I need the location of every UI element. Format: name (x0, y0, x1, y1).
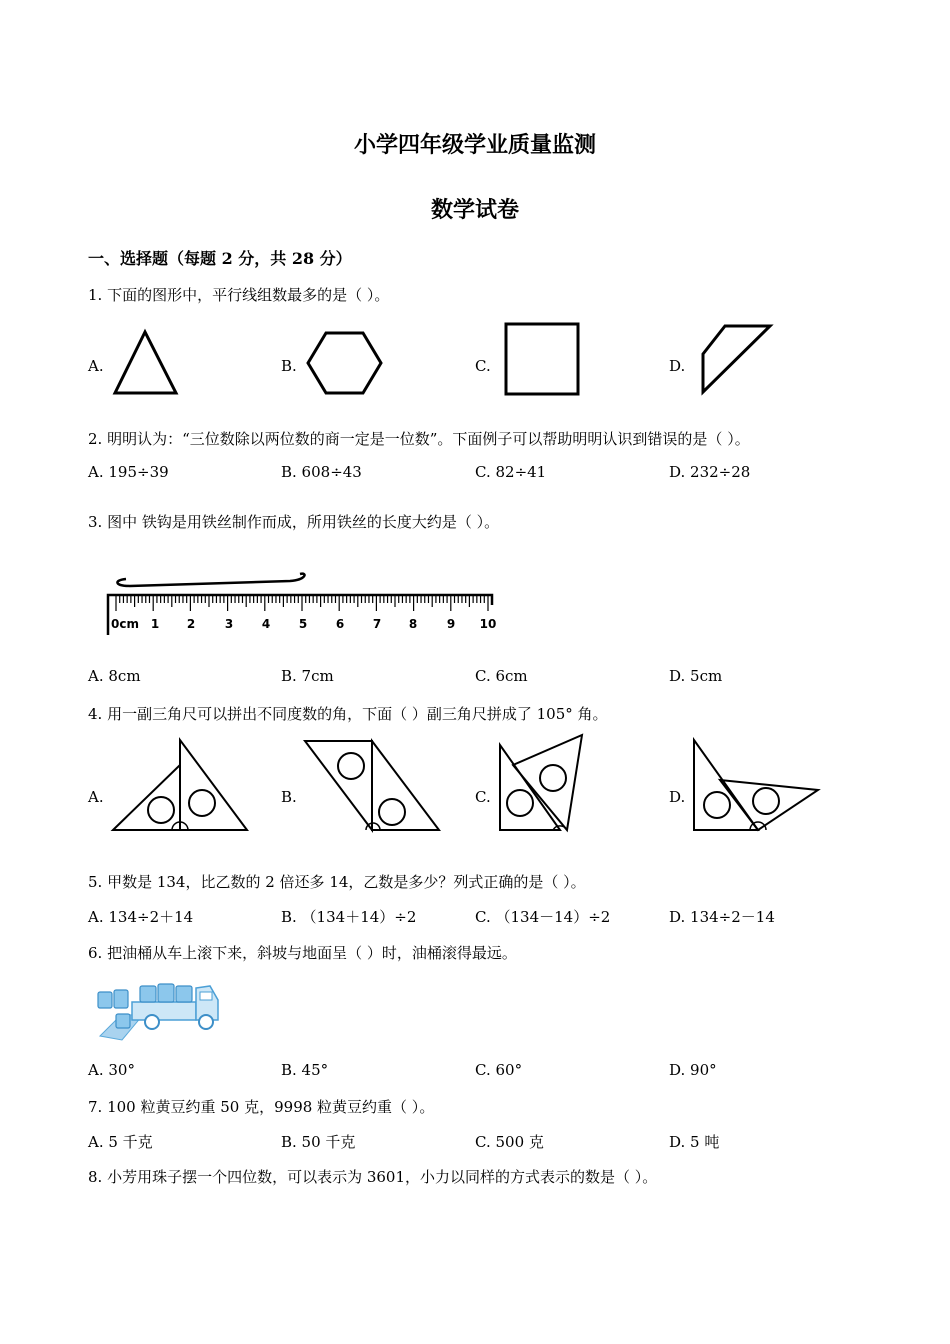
q3-option-c[interactable]: C. 6cm (475, 667, 528, 685)
q7-option-b[interactable]: B. 50 千克 (281, 1133, 356, 1151)
q6-option-c[interactable]: C. 60° (475, 1061, 523, 1079)
page-title: 小学四年级学业质量监测 (353, 132, 596, 158)
question-2: 2. 明明认为：“三位数除以两位数的商一定是一位数”。下面例子可以帮助明明认识到错误的是（ ）。 (88, 430, 750, 448)
trapezoid-figure (695, 320, 777, 398)
q7-option-a[interactable]: A. 5 千克 (88, 1133, 153, 1151)
ruler-label-8: 8 (408, 617, 418, 631)
question-5: 5. 甲数是 134，比乙数的 2 倍还多 14，乙数是多少？列式正确的是（ ）。 (88, 873, 586, 891)
q1-option-b[interactable]: B. (281, 357, 297, 375)
q3-option-a[interactable]: A. 8cm (88, 667, 141, 685)
q6-option-d[interactable]: D. 90° (669, 1061, 717, 1079)
question-3: 3. 图中 铁钩是用铁丝制作而成，所用铁丝的长度大约是（ ）。 (88, 513, 500, 531)
q7-option-c[interactable]: C. 500 克 (475, 1133, 544, 1151)
hexagon-figure (303, 325, 385, 401)
ruler-label-0: 0cm (111, 617, 139, 631)
q5-option-b[interactable]: B. （134＋14）÷2 (281, 908, 417, 926)
q1-option-c[interactable]: C. (475, 357, 491, 375)
ruler-label-4: 4 (261, 617, 271, 631)
q6-option-b[interactable]: B. 45° (281, 1061, 329, 1079)
q4-option-d[interactable]: D. (669, 788, 686, 806)
q2-option-b[interactable]: B. 608÷43 (281, 463, 362, 481)
ruler-label-5: 5 (298, 617, 308, 631)
q4-option-b[interactable]: B. (281, 788, 297, 806)
question-7: 7. 100 粒黄豆约重 50 克，9998 粒黄豆约重（ ）。 (88, 1098, 435, 1116)
q2-option-c[interactable]: C. 82÷41 (475, 463, 547, 481)
ruler-label-2: 2 (186, 617, 196, 631)
question-6: 6. 把油桶从车上滚下来，斜坡与地面呈（ ）时，油桶滚得最远。 (88, 944, 517, 962)
ruler-label-3: 3 (224, 617, 234, 631)
question-1: 1. 下面的图形中，平行线组数最多的是（ ）。 (88, 286, 390, 304)
ruler-label-9: 9 (446, 617, 456, 631)
page-subtitle: 数学试卷 (430, 197, 519, 223)
q3-option-b[interactable]: B. 7cm (281, 667, 334, 685)
truck-oil-barrels-illustration (92, 978, 224, 1044)
q3-option-d[interactable]: D. 5cm (669, 667, 723, 685)
q2-option-d[interactable]: D. 232÷28 (669, 463, 751, 481)
ruler-label-1: 1 (150, 617, 160, 631)
q7-option-d[interactable]: D. 5 吨 (669, 1133, 720, 1151)
section-heading: 一、选择题（每题 2 分，共 28 分） (88, 249, 352, 268)
q5-option-c[interactable]: C. （134－14）÷2 (475, 908, 611, 926)
ruler-label-7: 7 (372, 617, 382, 631)
ruler-with-hook (100, 565, 500, 645)
ruler-label-6: 6 (335, 617, 345, 631)
ruler-label-10: 10 (479, 617, 497, 631)
q6-option-a[interactable]: A. 30° (88, 1061, 135, 1079)
set-squares-a (110, 735, 252, 835)
q4-option-a[interactable]: A. (88, 788, 104, 806)
question-4: 4. 用一副三角尺可以拼出不同度数的角，下面（ ）副三角尺拼成了 105° 角。 (88, 705, 608, 723)
triangle-figure (110, 325, 182, 397)
q1-option-d[interactable]: D. (669, 357, 686, 375)
q5-option-a[interactable]: A. 134÷2＋14 (88, 908, 194, 926)
q2-option-a[interactable]: A. 195÷39 (88, 463, 169, 481)
set-squares-d (690, 735, 822, 835)
square-figure (500, 318, 584, 400)
q1-option-a[interactable]: A. (88, 357, 104, 375)
set-squares-c (495, 730, 590, 835)
set-squares-b (302, 735, 444, 835)
q4-option-c[interactable]: C. (475, 788, 491, 806)
q5-option-d[interactable]: D. 134÷2－14 (669, 908, 775, 926)
question-8: 8. 小芳用珠子摆一个四位数，可以表示为 3601，小力以同样的方式表示的数是（ ）。 (88, 1168, 658, 1186)
